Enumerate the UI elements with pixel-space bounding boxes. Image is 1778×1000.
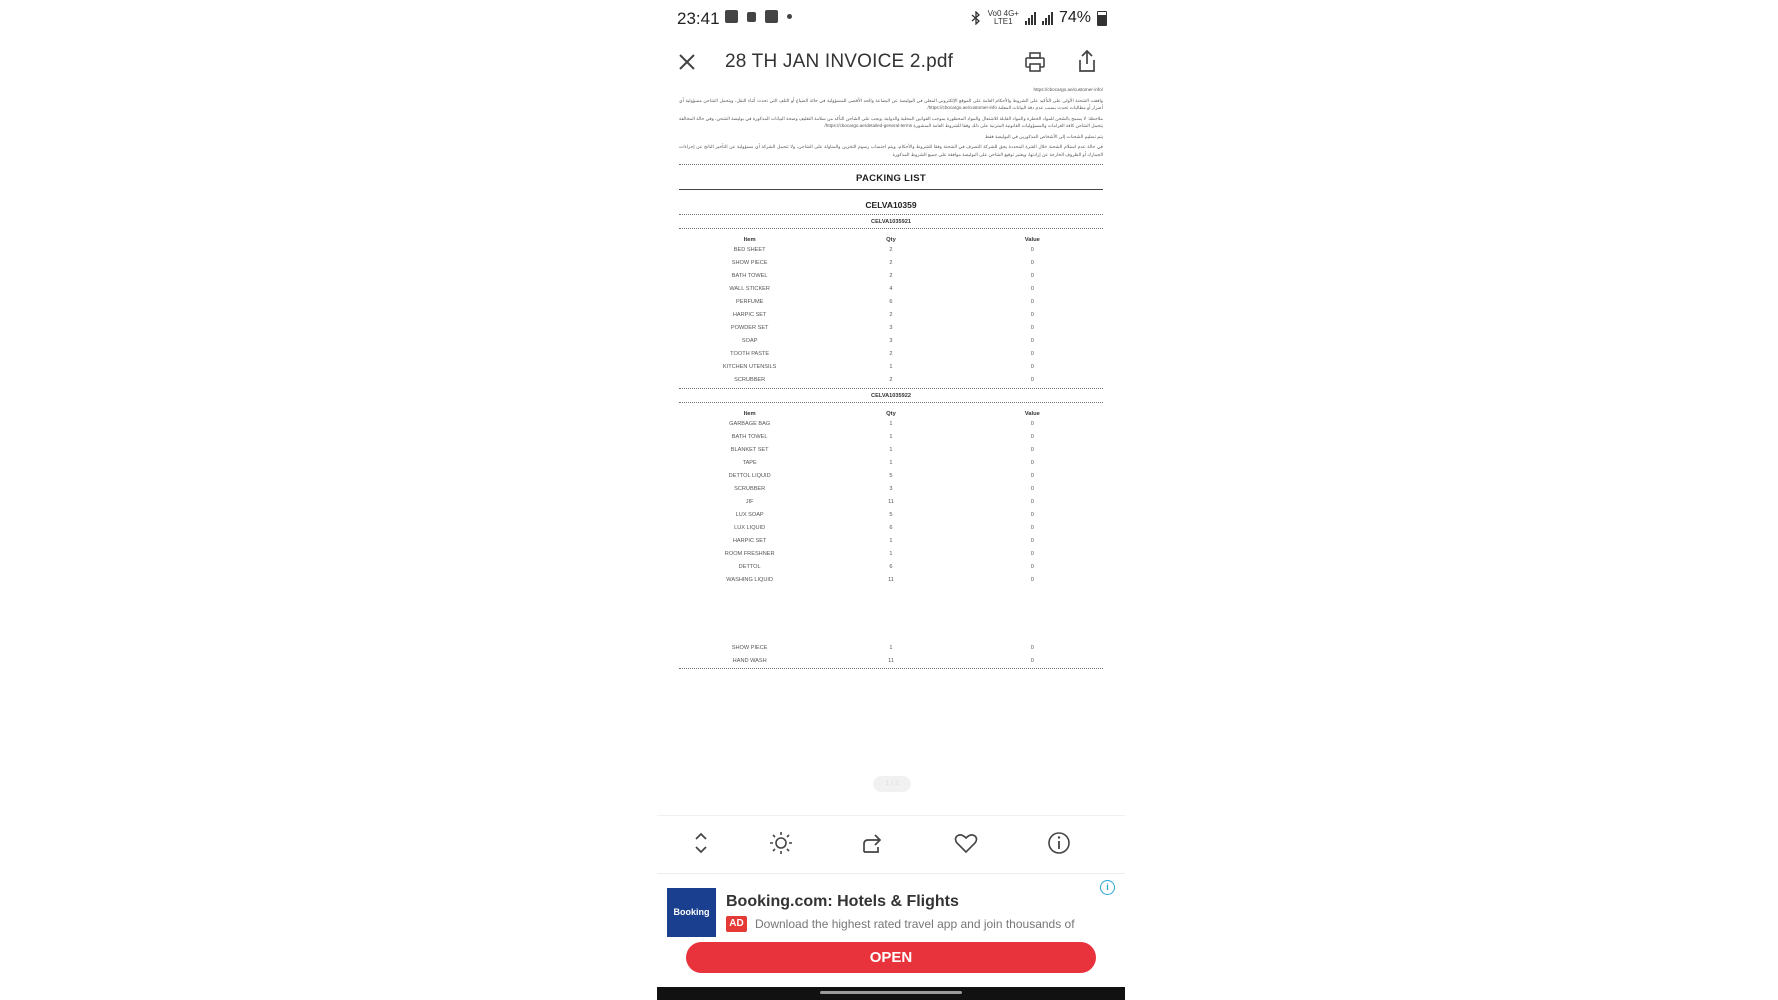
cell-item: SHOW PIECE <box>731 259 768 266</box>
ad-description: Download the highest rated travel app and join thousands of <box>755 917 1075 931</box>
media-notification-icon <box>765 10 778 23</box>
column-header-qty: Qty <box>886 411 896 417</box>
cell-value: 0 <box>1030 644 1034 651</box>
table-header-row <box>679 403 1103 417</box>
forward-icon[interactable] <box>860 830 886 856</box>
signal-strength-2-icon <box>1042 12 1053 25</box>
ad-open-button[interactable]: OPEN <box>686 942 1096 973</box>
table-row <box>679 654 1103 667</box>
gallery-notification-icon <box>725 10 738 23</box>
table-row <box>679 282 1103 295</box>
cell-item: SCRUBBER <box>734 376 766 383</box>
table-row <box>679 321 1103 334</box>
items-table-body <box>679 641 1103 667</box>
signal-strength-icon <box>1025 12 1036 25</box>
items-table <box>679 403 1103 586</box>
cell-item: BLANKET SET <box>730 446 769 453</box>
table-row <box>679 243 1103 256</box>
cell-item: GARBAGE BAG <box>729 420 771 427</box>
status-time: 23:41 <box>677 9 720 28</box>
cell-qty: 3 <box>889 485 893 492</box>
cell-value: 0 <box>1030 459 1034 466</box>
cell-item: DETTOL LIQUID <box>728 472 771 479</box>
cell-value: 0 <box>1030 511 1034 518</box>
battery-icon <box>1097 11 1107 26</box>
favorite-heart-icon[interactable] <box>953 830 979 856</box>
cell-value: 0 <box>1030 550 1034 557</box>
cell-value: 0 <box>1030 472 1034 479</box>
table-row <box>679 443 1103 456</box>
cell-item: PERFUME <box>735 298 764 305</box>
cell-value: 0 <box>1030 485 1034 492</box>
divider <box>679 164 1103 165</box>
bluetooth-icon <box>970 11 982 25</box>
status-bar <box>657 0 1125 38</box>
cell-value: 0 <box>1030 350 1034 357</box>
close-icon[interactable] <box>675 50 699 74</box>
notification-icons <box>725 10 792 23</box>
cell-item: SHOW PIECE <box>731 644 768 651</box>
terms-text-block <box>679 86 1103 158</box>
cell-item: POWDER SET <box>730 324 769 331</box>
cell-value: 0 <box>1030 537 1034 544</box>
cell-value: 0 <box>1030 246 1034 253</box>
cell-value: 0 <box>1030 337 1034 344</box>
table-row <box>679 347 1103 360</box>
cell-value: 0 <box>1030 285 1034 292</box>
cell-qty: 4 <box>889 285 893 292</box>
more-notifications-icon <box>787 14 792 19</box>
share-icon[interactable] <box>1075 48 1099 74</box>
cell-value: 0 <box>1030 324 1034 331</box>
box-id: CELVA1035921 <box>871 219 911 225</box>
network-type-label <box>988 10 1019 26</box>
divider <box>679 668 1103 669</box>
cell-value: 0 <box>1030 524 1034 531</box>
phone-screen <box>657 0 1125 1000</box>
bottom-action-bar <box>657 815 1125 872</box>
cell-value: 0 <box>1030 259 1034 266</box>
terms-paragraph: يتم تسليم الشحنات إلى الأشخاص المذكورين في البوليصة فقط <box>984 133 1103 139</box>
table-row <box>679 373 1103 386</box>
cell-qty: 2 <box>889 259 893 266</box>
table-row <box>679 269 1103 282</box>
cell-item: BATH TOWEL <box>731 272 768 279</box>
cell-qty: 2 <box>889 350 893 357</box>
info-icon[interactable] <box>1046 830 1072 856</box>
table-row <box>679 573 1103 586</box>
system-nav-bar <box>657 987 1125 1000</box>
cell-item: ROOM FRESHNER <box>724 550 775 557</box>
booking-logo[interactable]: Booking <box>667 888 716 937</box>
cell-qty: 1 <box>889 420 893 427</box>
network-type-top: Vo0 4G+ <box>987 9 1019 18</box>
cell-value: 0 <box>1030 363 1034 370</box>
cell-qty: 6 <box>889 563 893 570</box>
table-row <box>679 521 1103 534</box>
cell-qty: 3 <box>889 337 893 344</box>
page-indicator: 1 / 2 <box>873 776 911 792</box>
cell-value: 0 <box>1030 563 1034 570</box>
cell-item: LUX SOAP <box>735 511 764 518</box>
cell-value: 0 <box>1030 376 1034 383</box>
home-gesture-handle[interactable] <box>820 991 962 994</box>
cell-item: HARPIC SET <box>732 537 767 544</box>
terms-paragraph: في حالة عدم استلام الشحنة خلال الفترة المحددة يحق للشركة التصرف في الشحنة وفقا للشروط والأحكام، ويتم احتساب رسوم التخزين والمناولة على الشاحن، ولا تتحمل الشركة أي مسؤولية عن التأخير الناتج عن إجراءات الجمارك أو الظروف الخارجة عن إرادتها، ويعتبر توقيع الشاحن على البوليصة موافقة على جميع الشروط المذكورة <box>679 144 1103 157</box>
status-right <box>970 9 1107 27</box>
cell-qty: 1 <box>889 537 893 544</box>
cell-item: BED SHEET <box>733 246 766 253</box>
cell-value: 0 <box>1030 446 1034 453</box>
table-header-row <box>679 229 1103 243</box>
cell-qty: 1 <box>889 644 893 651</box>
network-type-bottom: LTE1 <box>994 17 1013 26</box>
terms-paragraph: وافقت الشحنة الأولى على التأكيد على الشروط والأحكام العامة على الموقع الإلكتروني المعلن في البوليصة عن البضاعة والحد الأقصى للمسؤولية في حالة الضياع أو التلف التي تحدث أثناء النقل، ويتحمل الشاحن مسؤولية أي أضرار أو مطالبات تحدث بسبب عدم دقة البيانات المعلنة https://cbocargo.ae/customer-info/ <box>679 97 1103 110</box>
divider <box>679 189 1103 190</box>
cell-item: KITCHEN UTENSILS <box>722 363 777 370</box>
cell-item: DETTOL <box>738 563 761 570</box>
cell-qty: 1 <box>889 459 893 466</box>
cell-value: 0 <box>1030 298 1034 305</box>
table-row <box>679 334 1103 347</box>
cell-value: 0 <box>1030 576 1034 583</box>
pdf-toolbar <box>657 42 1125 82</box>
shipment-id: CELVA10359 <box>865 200 917 210</box>
table-row <box>679 482 1103 495</box>
table-row <box>679 560 1103 573</box>
table-row <box>679 508 1103 521</box>
table-row <box>679 641 1103 654</box>
cell-value: 0 <box>1030 311 1034 318</box>
cell-item: LUX LIQUID <box>734 524 766 531</box>
cell-qty: 1 <box>889 550 893 557</box>
ad-info-icon[interactable]: i <box>1100 880 1115 895</box>
items-table-body <box>679 417 1103 586</box>
table-row <box>679 256 1103 269</box>
cell-qty: 11 <box>888 576 894 583</box>
cell-item: SCRUBBER <box>734 485 766 492</box>
cell-item: HAND WASH <box>732 657 767 664</box>
cell-qty: 5 <box>889 511 893 518</box>
cell-qty: 1 <box>889 433 893 440</box>
cell-value: 0 <box>1030 433 1034 440</box>
table-row <box>679 547 1103 560</box>
cell-qty: 6 <box>889 298 893 305</box>
app-notification-icon <box>747 12 756 22</box>
cell-value: 0 <box>1030 272 1034 279</box>
cell-value: 0 <box>1030 657 1034 664</box>
ad-title[interactable]: Booking.com: Hotels & Flights <box>726 893 959 910</box>
column-header-item: Item <box>743 237 756 243</box>
cell-qty: 11 <box>888 498 894 505</box>
items-table <box>679 229 1103 386</box>
items-table-continued <box>679 641 1103 667</box>
column-header-value: Value <box>1024 411 1040 417</box>
cell-qty: 2 <box>889 272 893 279</box>
column-header-value: Value <box>1024 237 1040 243</box>
table-row <box>679 360 1103 373</box>
cell-item: WASHING LIQUID <box>726 576 774 583</box>
cell-qty: 11 <box>888 657 894 664</box>
battery-percent: 74% <box>1058 9 1091 26</box>
cell-item: TAPE <box>742 459 757 466</box>
terms-paragraph: ملاحظة: لا يسمح بالشحن للمواد الخطرة والمواد القابلة للاشتعال والمواد المحظورة بموجب القوانين المحلية والدولية، ويجب على الشاحن التأكد من سلامة التغليف وصحة البيانات المذكورة في بوليصة الشحن، وفي حالة المخالفة يتحمل الشاحن كافة الغرامات والمسؤوليات القانونية المترتبة على ذلك وفقا للشروط العامة المنشورة https://cbocargo.ae/detailed-general-terms/ <box>679 115 1103 128</box>
brightness-icon[interactable] <box>768 830 794 856</box>
cell-value: 0 <box>1030 498 1034 505</box>
cell-item: JIF <box>745 498 754 505</box>
cell-qty: 3 <box>889 324 893 331</box>
pdf-page[interactable] <box>679 86 1103 726</box>
table-row <box>679 308 1103 321</box>
cell-item: WALL STICKER <box>729 285 770 292</box>
table-row <box>679 469 1103 482</box>
packing-list-title: PACKING LIST <box>856 173 926 184</box>
cell-value: 0 <box>1030 420 1034 427</box>
cell-qty: 2 <box>889 311 893 318</box>
box-id: CELVA1035922 <box>871 393 911 399</box>
page-gap <box>679 586 1103 641</box>
cell-qty: 5 <box>889 472 893 479</box>
cell-qty: 1 <box>889 446 893 453</box>
cell-item: TOOTH PASTE <box>730 350 770 357</box>
terms-url: https://cbocargo.ae/customer-info/ <box>1033 87 1103 92</box>
print-icon[interactable] <box>1023 50 1047 74</box>
table-row <box>679 417 1103 430</box>
items-table-body <box>679 243 1103 386</box>
ad-banner[interactable] <box>657 873 1125 988</box>
table-row <box>679 534 1103 547</box>
table-row <box>679 456 1103 469</box>
column-header-qty: Qty <box>886 237 896 243</box>
cell-item: HARPIC SET <box>732 311 767 318</box>
column-header-item: Item <box>743 411 756 417</box>
ad-badge: AD <box>726 916 747 932</box>
scroll-toggle-icon[interactable] <box>688 830 714 856</box>
table-row <box>679 495 1103 508</box>
document-title: 28 TH JAN INVOICE 2.pdf <box>725 51 954 72</box>
cell-qty: 6 <box>889 524 893 531</box>
cell-qty: 2 <box>889 246 893 253</box>
cell-qty: 1 <box>889 363 893 370</box>
cell-qty: 2 <box>889 376 893 383</box>
cell-item: BATH TOWEL <box>731 433 768 440</box>
cell-item: SOAP <box>741 337 758 344</box>
table-row <box>679 295 1103 308</box>
table-row <box>679 430 1103 443</box>
